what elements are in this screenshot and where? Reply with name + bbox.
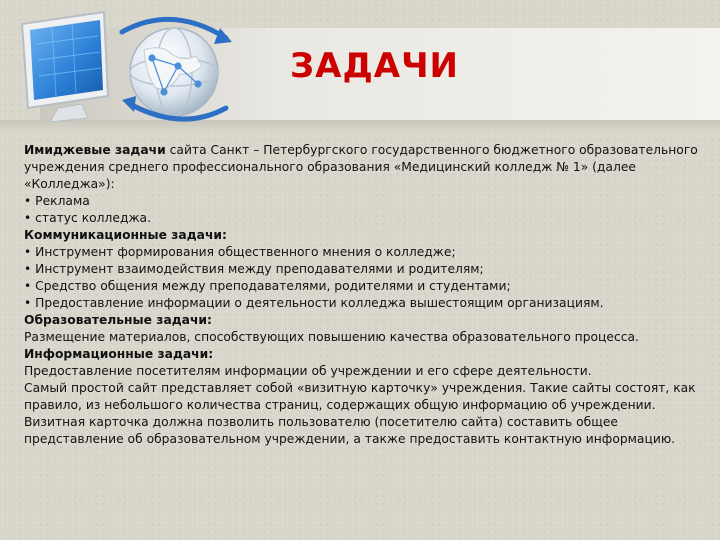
image-tasks-paragraph (24, 142, 714, 193)
edu-tasks-text: Размещение материалов, способствующих повышению качества образовательного процесса. (24, 330, 639, 344)
info-tasks-heading: Информационные задачи: (24, 347, 214, 361)
list-item: • Реклама (24, 194, 90, 208)
slide-body (24, 142, 714, 448)
image-tasks-heading: Имиджевые задачи (24, 143, 166, 157)
image-tasks-text: сайта Санкт – Петербургского государственного бюджетного образовательного учреждения среднего профессионального образования «Медицинский колледж № 1» (далее «Колледжа»): (24, 143, 698, 191)
site-description: Самый простой сайт представляет собой «визитную карточку» учреждения. Такие сайты состоят, как правило, из небольшого количества страниц, содержащих общую информацию об учреждении. (24, 381, 696, 412)
slide-title: ЗАДАЧИ (290, 46, 459, 86)
comm-tasks-heading: Коммуникационные задачи: (24, 228, 227, 242)
info-tasks-text: Предоставление посетителям информации об учреждении и его сфере деятельности. (24, 364, 592, 378)
edu-tasks-heading: Образовательные задачи: (24, 313, 212, 327)
list-item: • Инструмент формирования общественного мнения о колледже; (24, 245, 456, 259)
list-item: • Инструмент взаимодействия между преподавателями и родителям; (24, 262, 484, 276)
list-item: • статус колледжа. (24, 211, 151, 225)
monitor-globe-icon (12, 4, 252, 126)
business-card-description: Визитная карточка должна позволить пользователю (посетителю сайта) составить общее представление об образовательном учреждении, а также предоставить контактную информацию. (24, 415, 676, 446)
list-item: • Средство общения между преподавателями, родителями и студентами; (24, 279, 511, 293)
list-item: • Предоставление информации о деятельности колледжа вышестоящим организациям. (24, 296, 604, 310)
